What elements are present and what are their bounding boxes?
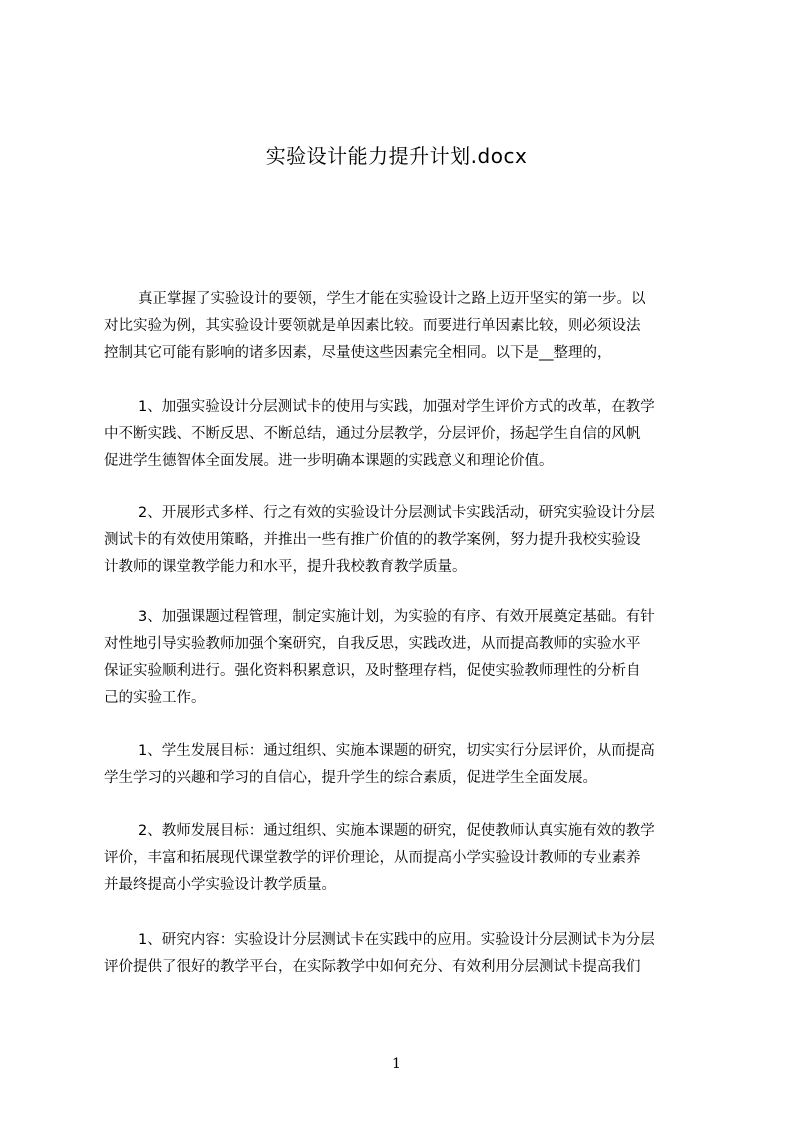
- text-line: 1、学生发展目标：通过组织、实施本课题的研究，切实实行分层评价，从而提高: [138, 743, 655, 759]
- text-line: 3、加强课题过程管理，制定实施计划，为实验的有序、有效开展奠定基础。有针: [138, 609, 655, 625]
- text-line: 中不断实践、不断反思、不断总结，通过分层教学，分层评价，扬起学生自信的风帆: [104, 426, 641, 442]
- paragraph-item: [104, 394, 716, 475]
- text-line: 对比实验为例，其实验设计要领就是单因素比较。而要进行单因素比较，则必须设法: [104, 318, 641, 334]
- text-line: 1、研究内容：实验设计分层测试卡在实践中的应用。实验设计分层测试卡为分层: [138, 932, 655, 948]
- page-number: 1: [392, 1056, 401, 1072]
- text-line: 促进学生德智体全面发展。进一步明确本课题的实践意义和理论价值。: [104, 453, 554, 469]
- text-line: 学生学习的兴趣和学习的自信心，提升学生的综合素质，促进学生全面发展。: [104, 770, 597, 786]
- paragraph-item: [104, 604, 716, 712]
- text-line: 己的实验工作。: [104, 690, 206, 706]
- text-line: 2、开展形式多样、行之有效的实验设计分层测试卡实践活动，研究实验设计分层: [138, 505, 655, 521]
- text-line: 测试卡的有效使用策略，并推出一些有推广价值的的教学案例，努力提升我校实验设: [104, 532, 641, 548]
- paragraph-intro: [104, 286, 716, 367]
- text-line: 控制其它可能有影响的诸多因素，尽量使这些因素完全相同。以下是__整理的，: [104, 345, 612, 361]
- paragraph-item: [104, 927, 716, 981]
- text-line: 评价，丰富和拓展现代课堂教学的评价理论，从而提高小学实验设计教师的专业素养: [104, 850, 641, 866]
- text-line: 真正掌握了实验设计的要领，学生才能在实验设计之路上迈开坚实的第一步。以: [138, 291, 646, 307]
- text-line: 保证实验顺利进行。强化资料积累意识，及时整理存档，促使实验教师理性的分析自: [104, 663, 641, 679]
- text-line: 并最终提高小学实验设计教学质量。: [104, 877, 336, 893]
- paragraph-item: [104, 500, 716, 581]
- document-title: 实验设计能力提升计划.docx: [265, 144, 528, 168]
- text-line: 2、教师发展目标：通过组织、实施本课题的研究，促使教师认真实施有效的教学: [138, 823, 655, 839]
- paragraph-item: [104, 738, 716, 792]
- text-line: 计教师的课堂教学能力和水平，提升我校教育教学质量。: [104, 559, 467, 575]
- text-line: 评价提供了很好的教学平台，在实际教学中如何充分、有效利用分层测试卡提高我们: [104, 959, 641, 975]
- text-line: 对性地引导实验教师加强个案研究，自我反思，实践改进，从而提高教师的实验水平: [104, 636, 641, 652]
- text-line: 1、加强实验设计分层测试卡的使用与实践，加强对学生评价方式的改革，在教学: [138, 399, 655, 415]
- paragraph-item: [104, 818, 716, 899]
